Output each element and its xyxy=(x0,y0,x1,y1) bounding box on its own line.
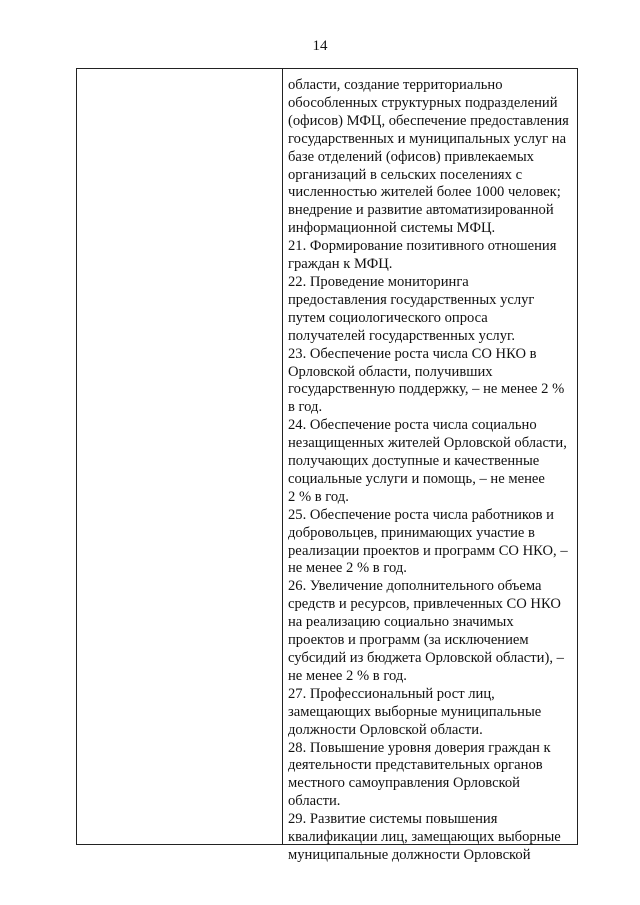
text-line: организаций в сельских поселениях с xyxy=(288,166,523,183)
text-line: социальные услуги и помощь, – не менее xyxy=(288,470,545,487)
text-line: 27. Профессиональный рост лиц, xyxy=(288,685,495,702)
text-line: 21. Формирование позитивного отношения xyxy=(288,238,557,255)
text-line: внедрение и развитие автоматизированной xyxy=(288,202,554,219)
text-line: не менее 2 % в год. xyxy=(288,667,407,684)
text-line: 26. Увеличение дополнительного объема xyxy=(288,578,542,595)
text-line: 28. Повышение уровня доверия граждан к xyxy=(288,739,551,756)
text-line: обособленных структурных подразделений xyxy=(288,94,558,111)
table-cell-left xyxy=(77,69,283,844)
text-line: местного самоуправления Орловской xyxy=(288,775,520,792)
text-line: предоставления государственных услуг xyxy=(288,291,535,308)
text-line: области. xyxy=(288,793,341,810)
table-cell-right xyxy=(283,69,577,863)
text-line: области, создание территориально xyxy=(288,77,503,93)
text-line: получающих доступные и качественные xyxy=(288,453,540,470)
text-line: деятельности представительных органов xyxy=(288,757,543,774)
text-line: Орловской области, получивших xyxy=(288,363,493,380)
text-line: средств и ресурсов, привлеченных СО НКО xyxy=(288,596,561,613)
text-line: муниципальные должности Орловской xyxy=(288,846,531,863)
text-line: не менее 2 % в год. xyxy=(288,560,407,577)
text-line: базе отделений (офисов) привлекаемых xyxy=(288,148,534,165)
text-line: численностью жителей более 1000 человек; xyxy=(288,184,561,201)
text-line: субсидий из бюджета Орловской области), – xyxy=(288,650,564,666)
text-line: в год. xyxy=(288,399,323,416)
text-line: проектов и программ (за исключением xyxy=(288,632,529,649)
text-line: (офисов) МФЦ, обеспечение предоставления xyxy=(288,112,569,129)
text-line: 29. Развитие системы повышения xyxy=(288,811,498,828)
text-line: 2 % в год. xyxy=(288,488,349,505)
page-number: 14 xyxy=(312,38,328,54)
text-line: граждан к МФЦ. xyxy=(288,256,393,273)
text-line: 22. Проведение мониторинга xyxy=(288,273,469,290)
text-line: квалификации лиц, замещающих выборные xyxy=(288,829,561,846)
text-line: 25. Обеспечение роста числа работников и xyxy=(288,506,554,523)
text-line: 23. Обеспечение роста числа СО НКО в xyxy=(288,345,537,362)
text-line: реализации проектов и программ СО НКО, – xyxy=(288,542,568,559)
text-line: путем социологического опроса xyxy=(288,309,488,326)
text-line: на реализацию социально значимых xyxy=(288,614,514,631)
text-line: государственную поддержку, – не менее 2 % xyxy=(288,381,565,398)
text-line: получателей государственных услуг. xyxy=(288,327,515,344)
text-line: 24. Обеспечение роста числа социально xyxy=(288,417,537,434)
text-line: замещающих выборные муниципальные xyxy=(288,703,542,720)
text-line: информационной системы МФЦ. xyxy=(288,220,496,237)
text-line: добровольцев, принимающих участие в xyxy=(288,524,535,541)
text-line: государственных и муниципальных услуг на xyxy=(288,130,567,147)
document-table xyxy=(76,68,578,863)
text-line: должности Орловской области. xyxy=(288,721,483,738)
text-line: незащищенных жителей Орловской области, xyxy=(288,435,567,452)
